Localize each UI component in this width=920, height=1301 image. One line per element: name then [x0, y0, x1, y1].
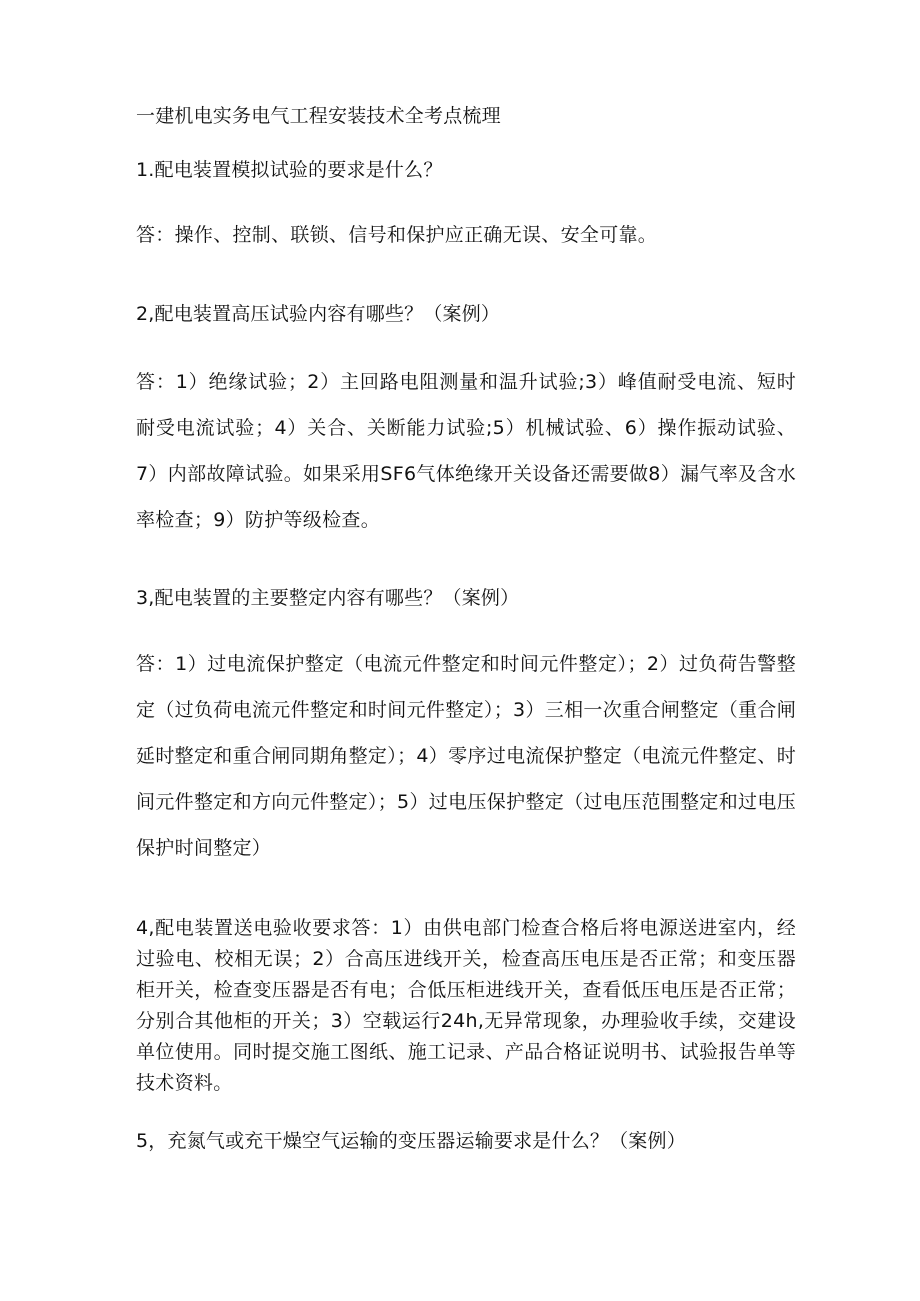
question-2: 2,配电装置高压试验内容有哪些？（案例）	[136, 303, 501, 325]
answer-1: 答：操作、控制、联锁、信号和保护应正确无误、安全可靠。	[136, 224, 658, 246]
answer-3: 答：1）过电流保护整定（电流元件整定和时间元件整定）；2）过负荷告警整定（过负荷电流元件整定和时间元件整定）；3）三相一次重合闸整定（重合闸延时整定和重合闸同期角整定）；4）零序过电流保护整定（电流元件整定、时间元件整定和方向元件整定）；5）过电压保护整定（过电压范围整定和过电压保护时间整定）	[136, 653, 796, 859]
document-title: 一建机电实务电气工程安装技术全考点梳理	[136, 105, 501, 127]
paragraph-4: 4,配电装置送电验收要求答：1）由供电部门检查合格后将电源送进室内，经过验电、校相无误；2）合高压进线开关，检查高压电压是否正常；和变压器柜开关，检查变压器是否有电；合低压柜进线开关，查看低压电压是否正常；分别合其他柜的开关；3）空载运行24h,无异常现象，办理验收手续，交建设单位使用。同时提交施工图纸、施工记录、产品合格证说明书、试验报告单等技术资料。	[136, 917, 796, 1094]
question-1: 1.配电装置模拟试验的要求是什么？	[136, 159, 443, 181]
answer-2: 答：1）绝缘试验；2）主回路电阻测量和温升试验;3）峰值耐受电流、短时耐受电流试验；4）关合、关断能力试验;5）机械试验、6）操作振动试验、7）内部故障试验。如果采用SF6气体绝缘开关设备还需要做8）漏气率及含水率检查；9）防护等级检查。	[136, 371, 796, 531]
question-3: 3,配电装置的主要整定内容有哪些？（案例）	[136, 587, 520, 609]
question-5: 5，充氮气或充干燥空气运输的变压器运输要求是什么？（案例）	[136, 1130, 686, 1152]
